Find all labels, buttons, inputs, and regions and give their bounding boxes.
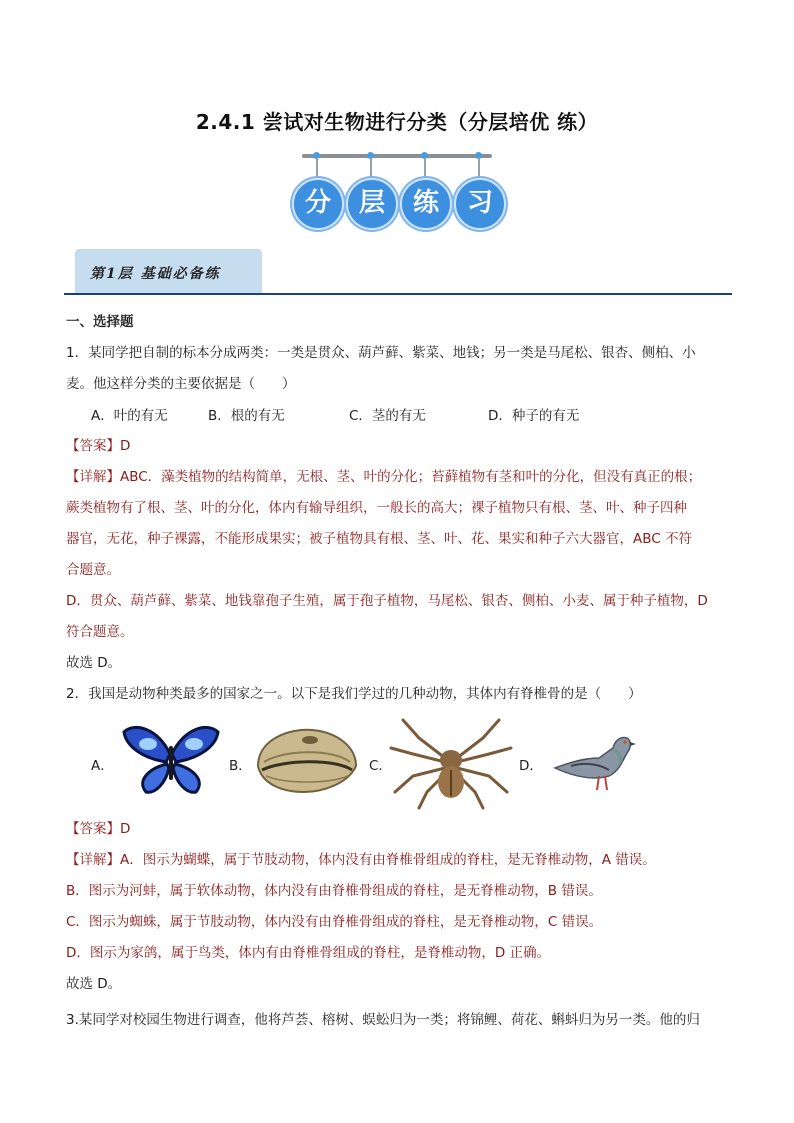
q1-detail: D．贯众、葫芦藓、紫菜、地钱靠孢子生殖，属于孢子植物，马尾松、银杏、侧柏、小麦、属于种子植物，D — [66, 593, 708, 609]
q2-answer: 【答案】D — [66, 821, 131, 837]
page-title: 2.4.1 尝试对生物进行分类（分层培优 练） — [195, 110, 599, 134]
banner-char: 练 — [400, 178, 452, 230]
q1-detail: 合题意。 — [66, 562, 120, 578]
q1-answer: 【答案】D — [66, 438, 131, 454]
banner-bar — [302, 154, 492, 158]
banner-char: 习 — [454, 178, 506, 230]
butterfly-image — [120, 724, 222, 796]
q1-detail: 蕨类植物有了根、茎、叶的分化，体内有输导组织，一般长的高大；裸子植物只有根、茎、叶、种子四种 — [66, 500, 687, 516]
spider-image — [389, 718, 513, 810]
q1-conclusion: 故选 D。 — [66, 655, 122, 671]
q1-detail: 器官，无花，种子裸露，不能形成果实；被子植物具有根、茎、叶、花、果实和种子六大器官，ABC 不符 — [66, 531, 692, 547]
banner-char: 层 — [346, 178, 398, 230]
q2-detail: D．图示为家鸽，属于鸟类，体内有由脊椎骨组成的脊柱，是脊椎动物，D 正确。 — [66, 945, 551, 961]
q1-option-c: C．茎的有无 — [349, 408, 426, 424]
q1-stem: 1．某同学把自制的标本分成两类：一类是贯众、葫芦藓、紫菜、地钱；另一类是马尾松、银杏、侧柏、小 — [66, 345, 696, 361]
q2-detail: B．图示为河蚌，属于软体动物，体内没有由脊椎骨组成的脊柱，是无脊椎动物，B 错误。 — [66, 883, 602, 899]
q2-image-label-c: C． — [369, 758, 392, 774]
q1-option-b: B．根的有无 — [208, 408, 285, 424]
q2-detail: 【详解】A．图示为蝴蝶，属于节肢动物，体内没有由脊椎骨组成的脊柱，是无脊椎动物，A 错误。 — [66, 852, 656, 868]
q2-detail: C．图示为蜘蛛，属于节肢动物，体内没有由脊椎骨组成的脊柱，是无脊椎动物，C 错误。 — [66, 914, 603, 930]
q1-detail: 【详解】ABC．藻类植物的结构简单，无根、茎、叶的分化；苔藓植物有茎和叶的分化，但没有真正的根； — [66, 469, 702, 485]
q2-image-label-a: A． — [91, 758, 114, 774]
q2-image-label-b: B． — [229, 758, 252, 774]
q1-option-a: A．叶的有无 — [91, 408, 168, 424]
part-heading: 一、选择题 — [66, 314, 134, 330]
banner-stem — [316, 158, 318, 178]
q1-detail: 符合题意。 — [66, 624, 134, 640]
banner-stem — [478, 158, 480, 178]
q2-image-label-d: D． — [519, 758, 543, 774]
clam-image — [252, 726, 362, 798]
section-tab-label: 第1层 基础必备练 — [90, 266, 221, 282]
q2-stem: 2．我国是动物种类最多的国家之一。以下是我们学过的几种动物，其体内有脊椎骨的是（ ） — [66, 686, 642, 702]
q3-stem: 3.某同学对校园生物进行调查，他将芦荟、榕树、蜈蚣归为一类；将锦鲤、荷花、蝌蚪归为另一类。他的归 — [66, 1012, 700, 1028]
banner-stem — [424, 158, 426, 178]
section-rule — [64, 293, 732, 295]
banner-char: 分 — [292, 178, 344, 230]
banner-stem — [370, 158, 372, 178]
pigeon-image — [551, 718, 637, 796]
q2-conclusion: 故选 D。 — [66, 976, 122, 992]
q1-stem: 麦。他这样分类的主要依据是（ ） — [66, 376, 296, 392]
q1-option-d: D．种子的有无 — [488, 408, 580, 424]
